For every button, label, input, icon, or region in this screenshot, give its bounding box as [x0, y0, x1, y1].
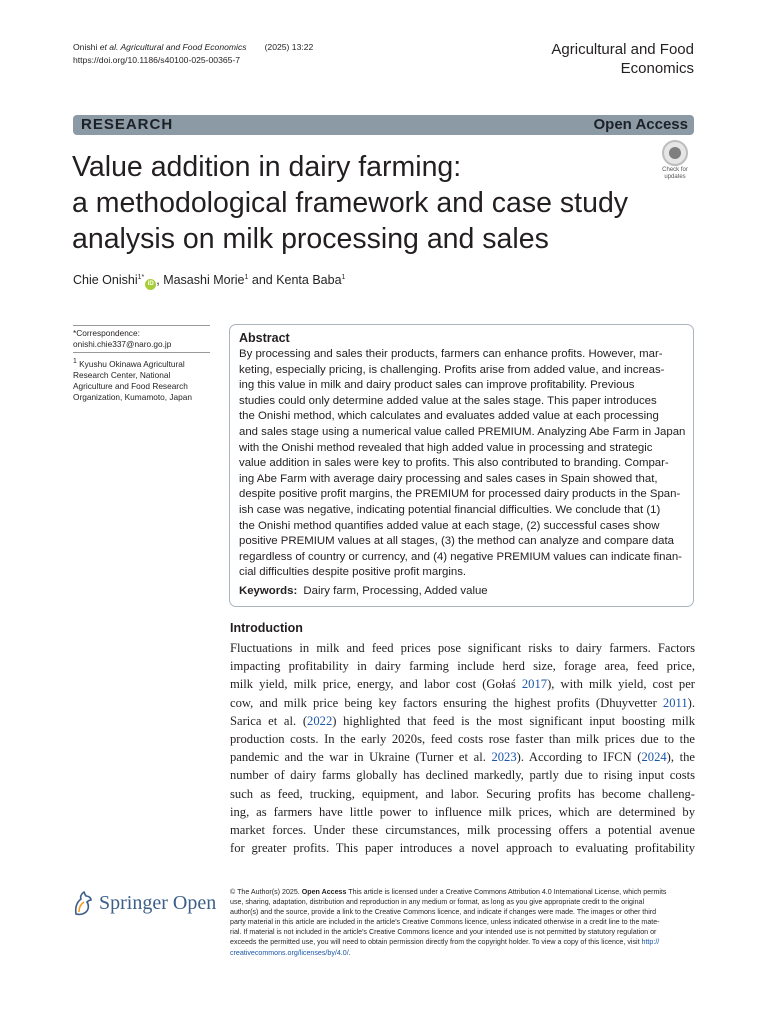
citation-link[interactable]: 2024 — [641, 750, 667, 765]
license-link[interactable]: creativecommons.org/licenses/by/4.0/ — [230, 948, 349, 957]
article-type-band — [73, 115, 694, 135]
author-list: Chie Onishi$^{1*}$iD , Masashi Morie$^1$ and Kenta Baba$^1$ — [73, 273, 345, 290]
author-name: , Masashi Morie — [156, 273, 245, 287]
correspondence-email[interactable]: onishi.chie337@naro.go.jp — [73, 339, 172, 349]
check-for-updates-badge[interactable]: Check for updates — [656, 140, 694, 180]
keywords: Keywords: Dairy farm, Processing, Added value — [239, 584, 488, 597]
correspondence-label: *Correspondence: — [73, 328, 140, 338]
abstract-heading: Abstract — [239, 331, 290, 345]
springer-horse-icon — [73, 890, 93, 916]
license-link[interactable]: http:// — [641, 938, 660, 947]
introduction-heading: Introduction — [230, 621, 303, 635]
header-author: Onishi — [73, 42, 98, 52]
introduction-text: Fluctuations in milk and feed prices pose significant risks to dairy farmers. Factors impacting profitability in dairy farming include herd size, forage area, feed price, milk yield, milk price, energy, and labor cost (Gołaś 2017), with milk yield, cost per cow, and milk price being key factors ensuring the highest profits (Dhuyvetter 2011). Sarica et al. (2022) highlighted that feed is the most significant input boosting milk production costs. In the early 2020s, feed costs rose faster than milk prices due to the pandemic and the war in Ukraine (Turner et al. 2023). According to IFCN (2024), the number of dairy farms globally has declined markedly, partly due to rising input costs such as feed, trucking, equipment, and labor. Securing profits has become challeng- ing, as farmers have little power to influence milk prices, which are determined by market forces. Under these circumstances, milk processing offers a potential avenue for greater profits. This paper introduces a novel approach to evaluating profitability — [230, 641, 696, 856]
correspondence-sidebar — [73, 325, 210, 403]
citation-link[interactable]: 2023 — [491, 750, 517, 765]
affiliation: $^1$ Kyushu Okinawa Agricultural Research Center, National Agriculture and Food Research Organization, Kumamoto, Japan — [73, 358, 192, 402]
license-statement: © The Author(s) 2025. Open Access This article is licensed under a Creative Commons Attribution 4.0 International License, which permits use, sharing, adaptation, distribution and reproduction in any medium or format, as long as you give appropriate credit to the original author(s) and the source, provide a link to the Creative Commons licence, and indicate if changes were made. The images or other third party material in this article are included in the article's Creative Commons licence, unless indicated otherwise in a credit line to the mate- rial. If material is not included in the article's Creative Commons licence and your intended use is not permitted by statutory regulation or exceeds the permitted use, you will need to obtain permission directly from the copyright holder. To view a copy of this licence, visit http:// creativecommons.org/licenses/by/4.0/. — [230, 888, 667, 957]
article-title: Value addition in dairy farming: a methodological framework and case study analysis on milk processing and sales — [72, 151, 629, 255]
author-name: and Kenta Baba — [248, 273, 342, 287]
orcid-icon[interactable]: iD — [145, 279, 156, 290]
header-year-volume: (2025) 13:22 — [264, 42, 314, 52]
header-doi-link[interactable]: https://doi.org/10.1186/s40100-025-00365-7 — [73, 55, 241, 65]
citation-link[interactable]: 2011 — [662, 695, 688, 710]
header-journal-citation: et al. Agricultural and Food Economics — [99, 42, 247, 52]
citation-link[interactable]: 2017 — [521, 677, 548, 692]
abstract-text: By processing and sales their products, farmers can enhance profits. However, mar- keting, especially pricing, is challenging. Profits arise from added value, and increas- ing this value in milk and dairy product sales can improve profitability. Previous studies could only determine added value at the sales stage. This paper introduces the Onishi method, which calculates and evaluates added value at each processing and sales stage using a numerical value called PREMIUM. Analyzing Abe Farm in Japan with the Onishi method revealed that high added value in processing and strategic value addition in sales were key to profits. This also contributed to branding. Compar- ing Abe Farm with average dairy processing and sales cases in Spain showed that, despite positive profit margins, the PREMIUM for processed dairy products in the Span- ish case was negative, indicating potential financial difficulties. We conclude that (1) the Onishi method quantifies added value at each stage, (2) successful cases show positive PREMIUM values at all stages, (3) the method can analyze and compare data regardless of country or currency, and (4) negative PREMIUM values can indicate finan- cial difficulties despite positive profit margins. — [239, 348, 686, 579]
divider — [73, 325, 210, 326]
divider — [73, 352, 210, 353]
abstract-box — [229, 324, 694, 607]
article-type-label: RESEARCH — [81, 116, 174, 133]
open-access-label: Open Access — [593, 116, 688, 133]
author-name: Chie Onishi — [73, 273, 138, 287]
check-updates-icon — [662, 140, 688, 166]
springer-open-logo: Springer Open — [73, 888, 216, 918]
journal-name: Agricultural and Food Economics — [551, 41, 694, 77]
running-header — [73, 41, 313, 67]
citation-link[interactable]: 2022 — [307, 713, 333, 728]
